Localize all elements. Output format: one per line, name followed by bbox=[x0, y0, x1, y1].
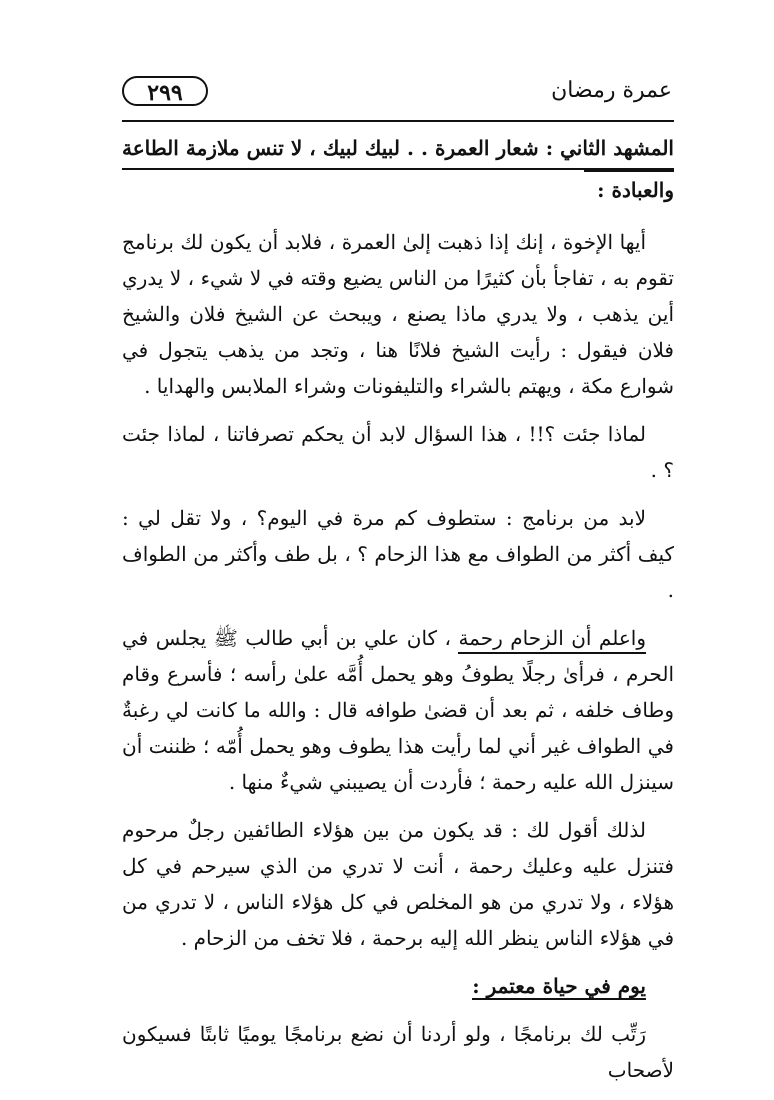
section-heading-line1: المشهد الثاني : شعار العمرة . . لبيك لبيك ، لا تنس ملازمة الطاعة bbox=[122, 130, 674, 170]
subheading-day-in-life bbox=[122, 968, 674, 1004]
section-heading-line2: والعبادة : bbox=[584, 170, 674, 208]
paragraph-last: رَتِّب لك برنامجًا ، ولو أردنا أن نضع برنامجًا يوميًا ثابتًا فسيكون لأصحاب bbox=[122, 1022, 674, 1082]
page-header bbox=[122, 70, 672, 116]
paragraph-program: لابد من برنامج : ستطوف كم مرة في اليوم؟ ، ولا تقل لي : كيف أكثر من الطواف مع هذا الزحام ؟ ، بل طف وأكثر من الطواف . bbox=[122, 506, 674, 602]
paragraph-brothers: أيها الإخوة ، إنك إذا ذهبت إلىٰ العمرة ، فلابد أن يكون لك برنامج تقوم به ، تفاجأ بأن كثيرًا من الناس يضيع وقته في لا شيء ، لا يدري أين يذهب ، ولا يدري ماذا يصنع ، ويبحث عن الشيخ فلان والشيخ فلان فيقول : رأيت الشيخ فلانًا هنا ، وتجد من يذهب يتجول في شوارع مكة ، ويهتم بالشراء والتليفونات وشراء الملابس والهدايا . bbox=[122, 230, 674, 398]
section-heading bbox=[122, 130, 674, 208]
crowd-mercy-emphasis: واعلم أن الزحام رحمة bbox=[458, 626, 646, 654]
paragraph-crowd-mercy bbox=[122, 620, 674, 800]
crowd-mercy-text: ، كان علي بن أبي طالب ﷺ يجلس في الحرم ، فرأىٰ رجلًا يطوفُ وهو يحمل أُمَّه علىٰ رأسه ؛ فأسرع وقام وطاف خلفه ، ثم بعد أن قضىٰ طوافه قال : والله ما كانت لي رغبةٌ في الطواف غير أني لما رأيت هذا يطوف وهو يحمل أُمّه ؛ ظننت أن سينزل الله عليه رحمة ؛ فأردت أن يصيبني شيءٌ منها . bbox=[122, 626, 674, 794]
page-number-badge: ٢٩٩ bbox=[122, 76, 208, 106]
header-rule bbox=[122, 120, 674, 122]
page-body bbox=[122, 130, 674, 1100]
subheading-text: يوم في حياة معتمر : bbox=[472, 974, 646, 998]
paragraph-why-came: لماذا جئت ؟!! ، هذا السؤال لابد أن يحكم تصرفاتنا ، لماذا جئت ؟ . bbox=[122, 422, 674, 482]
paragraph-closing: لذلك أقول لك : قد يكون من بين هؤلاء الطائفين رجلٌ مرحوم فتنزل عليه وعليك رحمة ، أنت لا تدري من الذي سيرحم في كل هؤلاء ، ولا تدري من هو المخلص في كل هؤلاء الناس ، لا تدري من في هؤلاء الناس ينظر الله إليه برحمة ، فلا تخف من الزحام . bbox=[122, 818, 674, 950]
running-title: عمرة رمضان bbox=[551, 78, 672, 103]
